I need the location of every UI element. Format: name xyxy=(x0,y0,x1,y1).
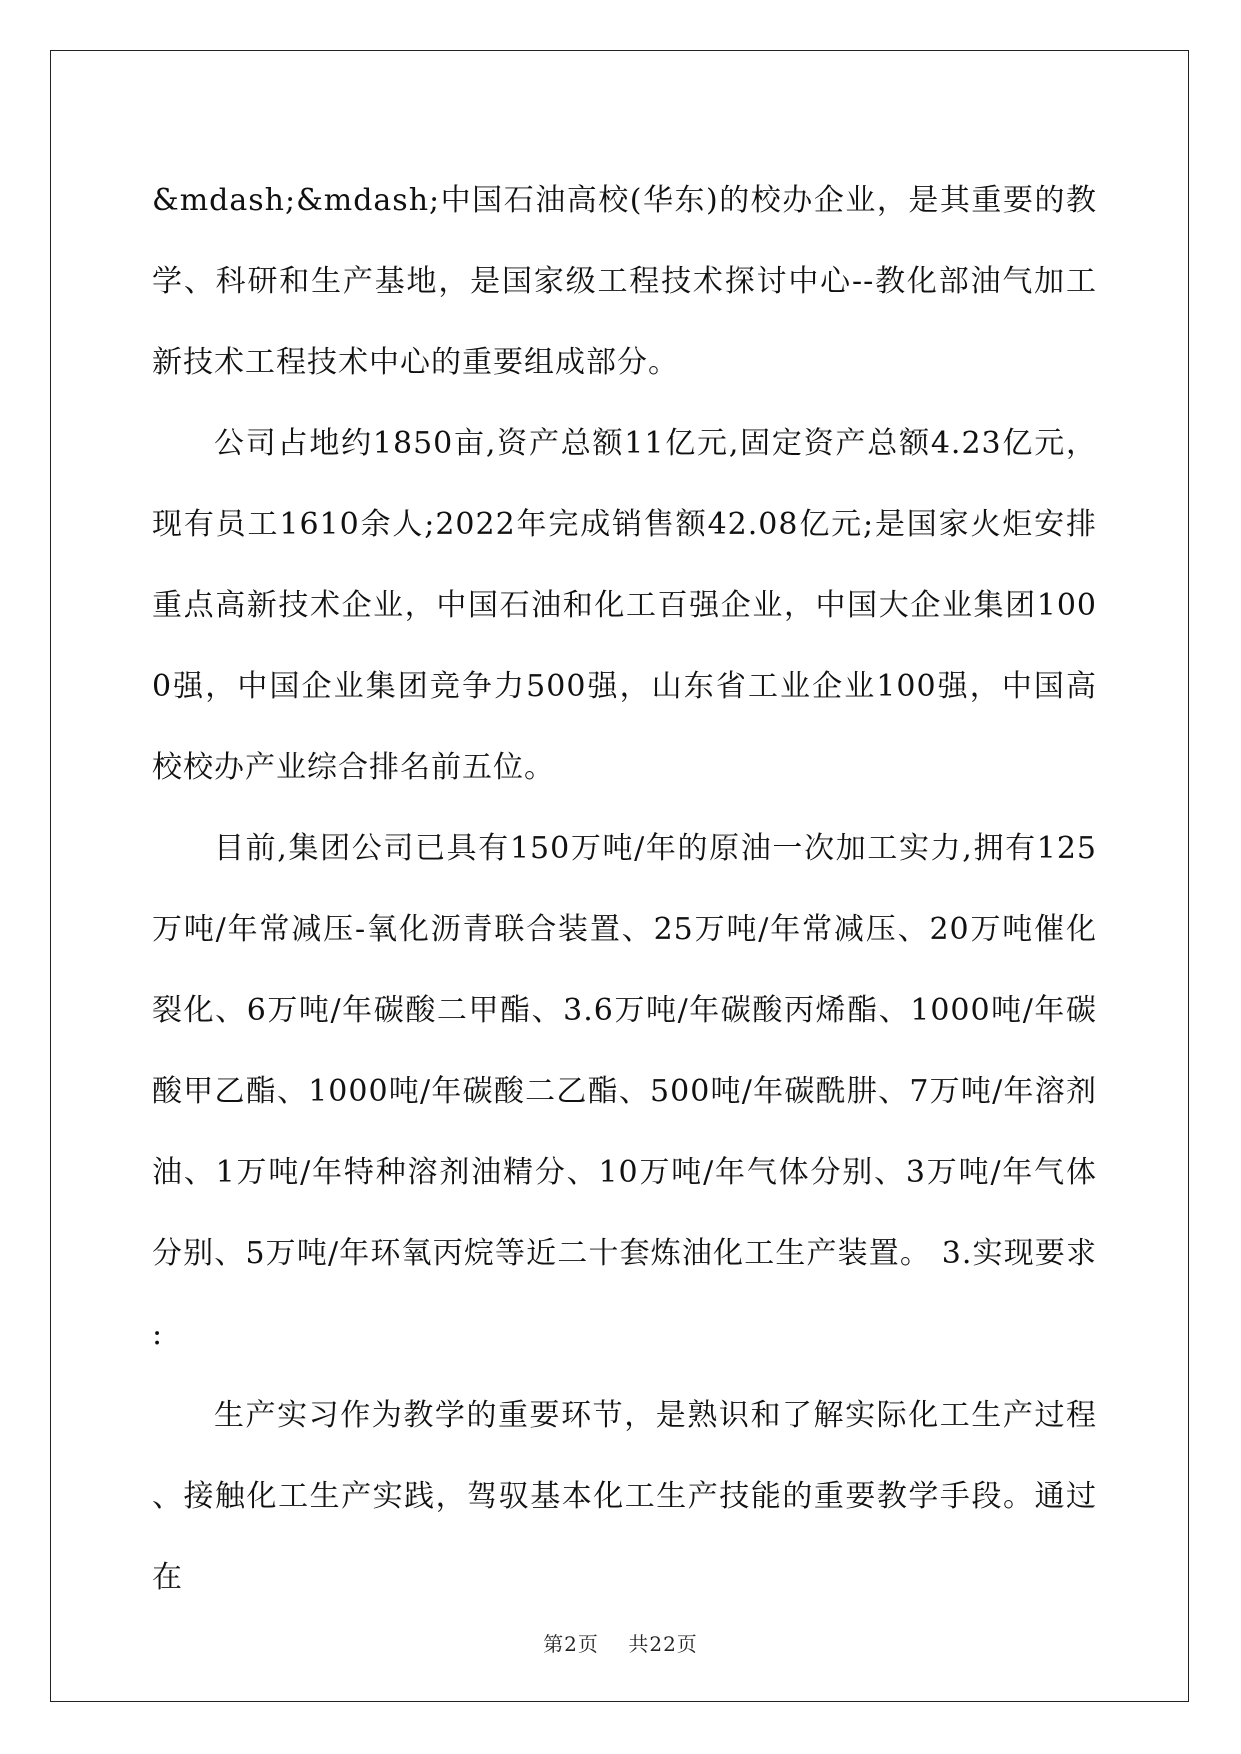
page-footer xyxy=(0,1628,1241,1657)
current-page-label: 第2页 xyxy=(543,1632,599,1656)
paragraph-3: 目前,集团公司已具有150万吨/年的原油一次加工实力,拥有125万吨/年常减压-氧化沥青联合装置、25万吨/年常减压、20万吨催化裂化、6万吨/年碳酸二甲酯、3.6万吨/年碳酸丙烯酯、1000吨/年碳酸甲乙酯、1000吨/年碳酸二乙酯、500吨/年碳酰肼、7万吨/年溶剂油、1万吨/年特种溶剂油精分、10万吨/年气体分别、3万吨/年气体分别、5万吨/年环氧丙烷等近二十套炼油化工生产装置。 3.实现要求: xyxy=(152,831,1097,1352)
paragraph-1: &mdash;&mdash;中国石油高校(华东)的校办企业，是其重要的教学、科研和生产基地，是国家级工程技术探讨中心--教化部油气加工新技术工程技术中心的重要组成部分。 xyxy=(152,183,1097,380)
paragraph-2: 公司占地约1850亩,资产总额11亿元,固定资产总额4.23亿元，现有员工1610余人;2022年完成销售额42.08亿元;是国家火炬安排重点高新技术企业，中国石油和化工百强企业，中国大企业集团1000强，中国企业集团竞争力500强，山东省工业企业100强，中国高校校办产业综合排名前五位。 xyxy=(152,426,1097,785)
total-pages-label: 共22页 xyxy=(628,1632,698,1656)
paragraph-4: 生产实习作为教学的重要环节，是熟识和了解实际化工生产过程、接触化工生产实践，驾驭基本化工生产技能的重要教学手段。通过在 xyxy=(152,1398,1097,1595)
document-body xyxy=(152,160,1097,1618)
